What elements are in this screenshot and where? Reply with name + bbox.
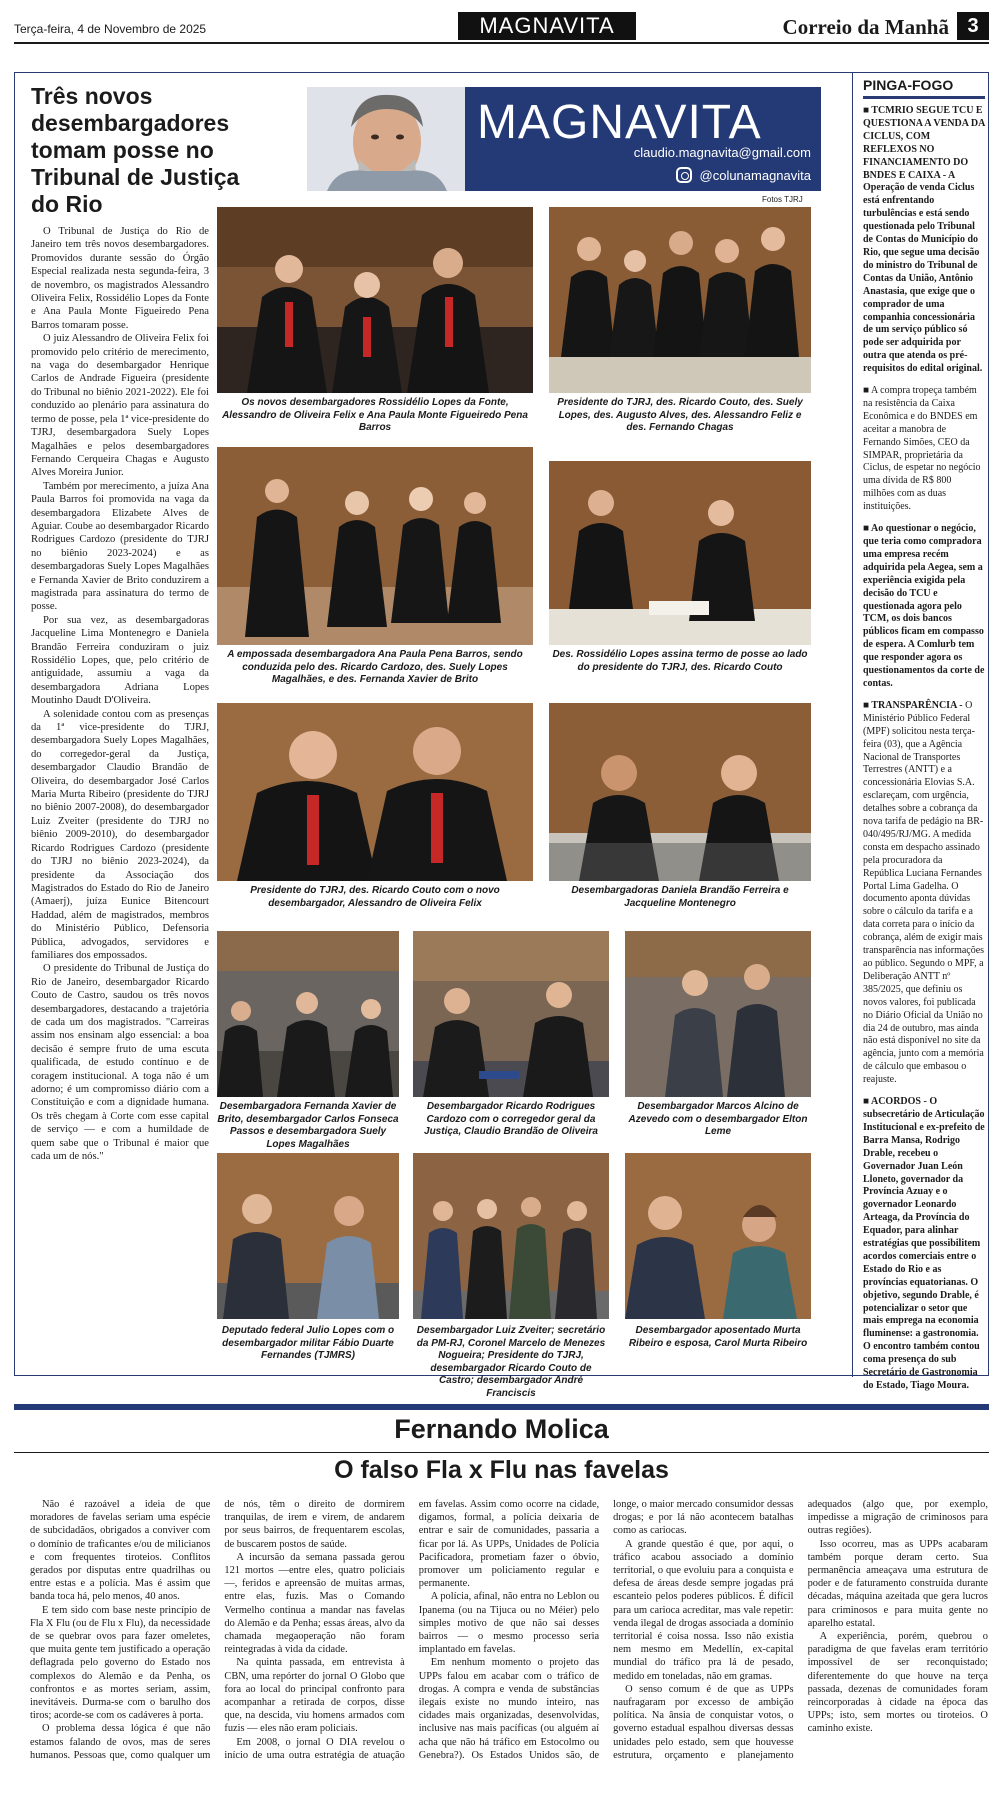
article-paragraph: O presidente do Tribunal de Justiça do Rio de Janeiro, desembargador Ricardo Couto de Castro, saudou os três novos desembargadores, destacando a trajetória de cada um dos magistrados. "Carreiras assim nos ensinam algo essencial: a boa decisão é sempre fruto de uma escuta qualificada, de estudo contínuo e de coragem institucional. A toga não é um adorno; é um compromisso diário com a Constituição e com a dignidade humana. Os três chegam à Corte com esse capital de serviço — e com a humildade de quem sabe que o Tribunal é maior que cada um de nós." (31, 963, 209, 1163)
opinion-paragraph: E tem sido com base neste princípio de Fla X Flu (ou de Flu x Flu), da necessidade de se quebrar ovos para fazer omeletes, que muita gente tem justificado a operação deflagrada pelo governo do Estado nos complexos do Alemão e da Penha, os confrontos e as mortes seriam, assim, inevitáveis. Durma-se com o barulho dos tiros; acorde-se com os cadáveres à porta. (30, 1604, 211, 1722)
opinion-paragraph: O senso comum é de que as UPPs naufragaram por excesso de ambição política. Na ânsia de conquistar votos, o governo estadual espalhou diversas dessas unidades pelo estado, sem que houvesse estrutura, orçamento e planejamento adequados (algo que, por exemplo, impedisse a migração de criminosos para outras regiões). (613, 1499, 988, 1761)
sidebar-item-lead: ■ (863, 523, 870, 535)
photo-caption: A empossada desembargadora Ana Paula Pena Barros, sendo conduzida pelo des. Ricardo Cardozo, des. Suely Lopes Magalhães, e des. Fernanda Xavier de Brito (227, 649, 523, 685)
pinga-fogo-sidebar (863, 73, 985, 1402)
photo-cardozo-brandao (413, 931, 609, 1097)
photo-couto-felix (217, 703, 533, 881)
article-paragraph: Por sua vez, as desembargadoras Jacqueline Lima Montenegro e Daniela Brandão Ferreira conduziram o juiz Rossidélio Lopes, que, pelo critério de antiguidade, assumiu a vaga da desembargadora Adriana Lopes Moutinho Daudt D'Oliveira. (31, 614, 209, 707)
sidebar-item (863, 523, 985, 691)
main-article-body (31, 225, 209, 1163)
photo-caption: Deputado federal Julio Lopes com o desembargador militar Fábio Duarte Fernandes (TJMRS) (221, 1325, 395, 1361)
instagram-handle-text: @colunamagnavita (699, 167, 811, 183)
photo-rossidelio-signing (549, 461, 811, 645)
column-brand: MAGNAVITA (477, 96, 762, 149)
sidebar-title-rule (863, 96, 985, 99)
instagram-handle (676, 167, 811, 183)
sidebar-item-lead: ■ ACORDOS - (863, 1096, 927, 1108)
page-number: 3 (957, 12, 989, 40)
sidebar-item (863, 385, 985, 514)
column-banner (307, 87, 821, 191)
photo-credit: Fotos TJRJ (762, 195, 803, 204)
author-rule (14, 1452, 989, 1453)
sidebar-item-text: O Ministério Público Federal (MPF) solicitou nesta terça-feira (03), que a Agência Nacional de Transportes Terrestres (ANTT) e a concessionária Elovias S.A. esclareçam, com urgência, detalhes sobre a cobrança da nova tarifa de pedágio na BR-040/495/RJ/MG. A medida consta em despacho assinado pela procuradora da República Luciana Fernandes Portal Lima Gadelha. O documento aponta dúvidas sobre o cálculo da tarifa e a data correta para o início da cobrança, além de exigir mais transparência nas informações ao público. Segundo o MPF, a Deliberação ANTT nº 385/2025, que definiu os novos valores, foi publicada no Diário Oficial da União no dia 24 de outubro, mas ainda não está disponível no site da agência, junto com a memória de cálculo que embasou o reajuste. (863, 699, 985, 1086)
article-paragraph: O juiz Alessandro de Oliveira Felix foi promovido pelo critério de merecimento, na vaga do desembargador Henrique Carlos de Andrade Figueira (presidente do Tribunal no biênio 2021-2022). Ele foi conduzido ao plenário para assinatura do termo de posse, pela 1ª vice-presidente do TJRJ, desembargadora Suely Lopes Magalhães e pelos desembargadores Fernando Cerqueira Chagas e Augusto Alves Moreira Junior. (31, 333, 209, 479)
article-paragraph: A solenidade contou com as presenças da 1ª vice-presidente do TJRJ, desembargadora Suely Lopes Magalhães, do corregedor-geral da Justiça, desembargador Claudio Brandão de Oliveira, do desembargador José Carlos Maria Murta Ribeiro (presidente do TJRJ no biênio 2007-2008), do desembargador Luiz Zveiter (presidente do TJRJ no biênio 2009-2010), do desembargador Ricardo Rodrigues Cardozo (presidente do TJRJ no biênio 2023-2024), da presidente da Associação dos Magistrados do Estado do Rio de Janeiro (Amaerj), juíza Eunice Bitencourt Haddad, além de magistrados, membros do Ministério Público, Defensoria Pública, advogados, servidores e familiares dos empossados. (31, 708, 209, 961)
columnist-photo (307, 87, 465, 191)
photo-marcos-elton (625, 931, 811, 1097)
photo-caption: Desembargadoras Daniela Brandão Ferreira e Jacqueline Montenegro (571, 885, 789, 909)
photo-caption: Desembargador Marcos Alcino de Azevedo com o desembargador Elton Leme (628, 1101, 808, 1137)
photo-zveiter-group (413, 1153, 609, 1319)
opinion-paragraph: Isso ocorreu, mas as UPPs acabaram também porque deram certo. Sua permanência ameaçava uma estrutura de poder e de faturamento construída durante décadas, máquina azeitada que gera lucros para criminosos e para muita gente no aparelho estatal. (807, 1538, 988, 1629)
sidebar-item-lead: ■ TRANSPARÊNCIA - (863, 699, 963, 711)
issue-date: Terça-feira, 4 de Novembro de 2025 (14, 22, 207, 36)
sidebar-item-text: A compra tropeça também na resistência da Caixa Econômica e do BNDES em aceitar a manobra de Fernando Simões, CEO da SIMPAR, proprietária da Ciclus, de espetar no negócio uma dívida de R$ 800 milhões com as duas instituições. (863, 385, 981, 513)
photo-new-judges (217, 207, 533, 393)
photo-murta-ribeiro (625, 1153, 811, 1319)
sidebar-item-text: O subsecretário de Articulação Institucional e ex-prefeito de Barra Mansa, Rodrigo Drable, recebeu o Governador Juan León Lloneto, governador da Província Azuay e o governador Leonardo Arteaga, da Província do Equador, para alinhar estratégias que possibilitem acordos comerciais entre o Estado do Rio e as províncias equatorianas. O objetivo, segundo Drable, é potencializar o setor que mais emprega na economia fluminense: a gastronomia. O encontro também contou coma presença do sub Secretário de Gastronomia do Estado, Tiago Moura. (863, 1096, 985, 1391)
sidebar-divider (852, 73, 853, 1377)
section-name: MAGNAVITA (458, 12, 636, 40)
opinion-paragraph: A polícia, afinal, não entra no Leblon ou Ipanema (ou na Tijuca ou no Méier) pelo simples motivo de que não sai desses bairros — o mesmo processo seria implantado em favelas. (418, 1591, 600, 1656)
photo-caption: Desembargador Ricardo Rodrigues Cardozo com o corregedor geral da Justiça, Claudio Brandão de Oliveira (424, 1101, 598, 1137)
sidebar-item (863, 700, 985, 1087)
opinion-paragraph: A experiência, porém, quebrou o paradigma de que favelas eram território impossível de ser reconquistado; diferentemente do que houve na terça passada, dezenas de comunidades foram reincorporadas à cidade na época das UPPs; isto, sem mortes ou tiroteios. O caminho existe. (807, 1631, 988, 1735)
photo-caption: Presidente do TJRJ, des. Ricardo Couto com o novo desembargador, Alessandro de Oliveira Felix (250, 885, 500, 909)
photo-ana-paula-conducted (217, 447, 533, 645)
sidebar-item-lead: ■ TCMRIO SEGUE TCU E QUESTIONA A VENDA DA CICLUS, COM REFLEXOS NO FINANCIAMENTO DO BNDES E CAIXA - (863, 105, 985, 181)
opinion-title: O falso Fla x Flu nas favelas (334, 1456, 669, 1484)
opinion-paragraph: Não é razoável a ideia de que moradores de favelas seriam uma espécie de subcidadãos, obrigados a conviver com o domínio de traficantes e/ou de milicianos e com frequentes tiroteios. Conflitos gerados por disputas entre quadrilhas ou entre estas e a polícia. Mas é assim que banda toca há, pelo menos, 40 anos. (30, 1499, 211, 1603)
opinion-paragraph: Em 2008, o jornal O DIA revelou o início de uma outra estratégia de atuação em favelas. Assim como ocorre na cidade, digamos, formal, a polícia deixaria de entrar e sair de comunidades, passaria a ficar por lá. As UPPs, Unidades de Polícia Pacificadora, prometiam fazer o óbvio, promover um policiamento regular e permanente. (224, 1499, 600, 1761)
main-headline: Três novos desembargadores tomam posse no Tribunal de Justiça do Rio (31, 83, 240, 217)
columnist-email: claudio.magnavita@gmail.com (633, 145, 811, 160)
sidebar-item-text: Ao questionar o negócio, que teria como compradora uma empresa recém adquirida pela Aegea, sem a experiência exigida pela decisão do TCU e questionada agora pelo TCM, os dois bancos públicos ficam em compasso de espera. A Comlurb tem que responder agora os questionamentos da corte de contas. (863, 523, 985, 689)
photo-president-group (549, 207, 811, 393)
sidebar-title: PINGA-FOGO (863, 77, 954, 93)
opinion-paragraph: Em nenhum momento o projeto das UPPs falou em acabar com o tráfico de drogas. A compra e venda de substâncias ilegais existe no mundo inteiro, nas cidades mais organizadas, desenvolvidas, inclusive nas mais pacíficas (ou alguém aí acha que não há tráfico em Estocolmo ou Genebra?). Os Estados Unidos são, de longe, o maior mercado consumidor dessas drogas; e por lá não acontecem batalhas como as cariocas. (418, 1499, 794, 1761)
masthead (14, 12, 989, 44)
photo-caption: Desembargadora Fernanda Xavier de Brito, desembargador Carlos Fonseca Passos e desembargadora Suely Lopes Magalhães (217, 1101, 399, 1150)
photo-caption: Des. Rossidélio Lopes assina termo de posse ao lado do presidente do TJRJ, des. Ricardo Couto (552, 649, 808, 673)
opinion-paragraph: O problema dessa lógica é que não estamos falando de ovos, mas de seres humanos. Pessoas que, como qualquer um de nós, têm o direito de dormirem tranquilas, de irem e virem, de andarem por seus bairros, de frequentarem escolas, de buscarem postos de saúde. (30, 1499, 405, 1761)
sidebar-item-lead: ■ (863, 385, 870, 397)
opinion-body (30, 1498, 988, 1794)
opinion-author: Fernando Molica (394, 1414, 609, 1444)
newspaper-logo: Correio da Manhã (782, 15, 949, 39)
photo-daniela-jacqueline (549, 703, 811, 881)
sidebar-item (863, 1096, 985, 1393)
photo-julio-fabio (217, 1153, 399, 1319)
sidebar-item (863, 105, 985, 376)
column-box (14, 72, 989, 1399)
opinion-paragraph: A grande questão é que, por aqui, o tráfico acabou associado a domínio territorial, o que evoluiu para a conquista e defesa de áreas desde sempre jogadas prá escanteio pelos poderes públicos. É difícil para um carioca acreditar, mas vale repetir: venda ilegal de drogas associada a domínio territorial é coisa nossa. Isso não existia nem mesmo em Medellín, ex-capital mundial do tráfico pra lá de pesado, medido em toneladas, não em gramas. (613, 1538, 794, 1682)
photo-caption: Desembargador aposentado Murta Ribeiro e esposa, Carol Murta Ribeiro (628, 1325, 808, 1349)
opinion-paragraph: Na quinta passada, em entrevista à CBN, uma repórter do jornal O Globo que fora ao local do principal confronto para acompanhar a retirada de corpos, disse que, na descida, viu homens armados com fuzis — eles não eram policiais. (224, 1657, 405, 1735)
instagram-icon (676, 167, 692, 183)
photo-fernanda-group (217, 931, 399, 1097)
opinion-paragraph: A incursão da semana passada gerou 121 mortos —entre eles, quatro policiais—, feridos e apreensão de muitas armas, entre elas, fuzis. Mas o Comando Vermelho continua a mandar nas favelas do Alemão e da Penha; essas áreas, alvo da chamada megaoperação não foram reintegradas à vida da cidade. (224, 1551, 405, 1656)
photo-caption: Desembargador Luiz Zveiter; secretário da PM-RJ, Coronel Marcelo de Menezes Nogueira; Presidente do TJRJ, desembargador Ricardo Couto de Castro; desembargador André Franciscis (416, 1325, 606, 1399)
sidebar-item-text: A Operação de venda Ciclus está enfrentando turbulências e está sendo questionada pelo Tribunal de Contas do Município do Rio, que segue uma decisão do ministro do Tribunal de Contas da União, Antônio Anastasia, que exige que o comprador de uma companhia concessionária de um serviço público só pode ser adquirida por outra que atenda os pré-requisitos do edital original. (863, 169, 983, 375)
photo-caption: Os novos desembargadores Rossidélio Lopes da Fonte, Alessandro de Oliveira Felix e Ana Paula Monte Figueiredo Pena Barros (222, 397, 528, 433)
article-paragraph: O Tribunal de Justiça do Rio de Janeiro tem três novos desembargadores. Promovidos durante sessão do Órgão Especial realizada nesta segunda-feira, 3 de novembro, os magistrados Alessandro Oliveira Felix, Rossidélio Lopes da Fonte e Ana Paula Monte Figueiredo Pena Barros tomaram posse. (31, 226, 209, 331)
section-bar (14, 1404, 989, 1410)
article-paragraph: Também por merecimento, a juíza Ana Paula Barros foi promovida na vaga da desembargadora Elizabete Alves de Aguiar. Coube ao desembargador Ricardo Rodrigues Cardozo (presidente do TJRJ no biênio 2023-2024) e as desembargadoras Suely Lopes Magalhães e Fernanda Xavier de Brito conduzirem a magistrada para assinatura do termo de posse. (31, 480, 209, 613)
photo-caption: Presidente do TJRJ, des. Ricardo Couto, des. Suely Lopes, des. Augusto Alves, des. Alessandro Feliz e des. Fernando Chagas (557, 397, 803, 433)
